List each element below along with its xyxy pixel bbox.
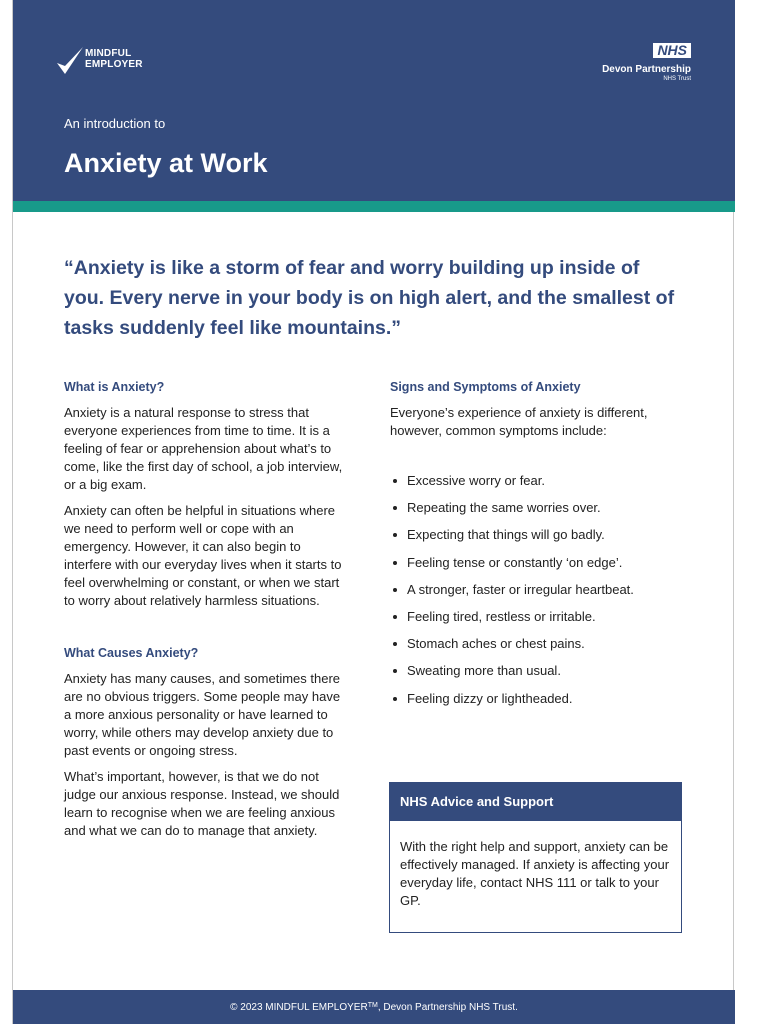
checkmark-icon bbox=[55, 44, 85, 78]
nhs-trust-label: NHS Trust bbox=[663, 76, 691, 82]
footer-copyright: © 2023 MINDFUL EMPLOYER bbox=[230, 1002, 368, 1013]
footer-org: , Devon Partnership NHS Trust. bbox=[377, 1002, 518, 1013]
nhs-trust-logo bbox=[602, 42, 691, 83]
symptom-item: Repeating the same worries over. bbox=[390, 499, 680, 526]
symptom-item: A stronger, faster or irregular heartbeat. bbox=[390, 581, 680, 608]
symptoms-list bbox=[390, 472, 680, 717]
nhs-advice-box bbox=[389, 782, 682, 933]
left-column bbox=[64, 378, 349, 840]
nhs-org-name: Devon Partnership bbox=[602, 64, 691, 75]
intro-text: An introduction to bbox=[64, 116, 166, 131]
footer-trademark: TM bbox=[367, 1002, 378, 1009]
symptom-item: Feeling tired, restless or irritable. bbox=[390, 608, 680, 635]
header-banner bbox=[13, 0, 735, 212]
what-is-para-2: Anxiety can often be helpful in situations where we need to perform well or cope with an emergency. However, it can also begin to interfere with our everyday lives when it starts to feel overwhelming or constant, or when we start to worry about relatively harmless situations. bbox=[64, 503, 342, 608]
footer-bar bbox=[13, 990, 735, 1024]
nhs-advice-body: With the right help and support, anxiety can be effectively managed. If anxiety is affecting your everyday life, contact NHS 111 or talk to your GP. bbox=[400, 839, 670, 908]
signs-heading: Signs and Symptoms of Anxiety bbox=[390, 380, 581, 394]
logo-left-line2: EMPLOYER bbox=[85, 59, 143, 70]
symptom-item: Feeling tense or constantly ‘on edge’. bbox=[390, 554, 680, 581]
what-is-para-1: Anxiety is a natural response to stress that everyone experiences from time to time. It is a feeling of fear or apprehension about what’s to come, like the first day of school, a job interview, or a big exam. bbox=[64, 405, 343, 492]
causes-para-1: Anxiety has many causes, and sometimes there are no obvious triggers. Some people may have a more anxious personality or have learned to worry, while others may develop anxiety due to past events or ongoing stress. bbox=[64, 671, 341, 758]
right-column bbox=[390, 378, 680, 717]
symptom-item: Expecting that things will go badly. bbox=[390, 526, 680, 553]
what-is-heading: What is Anxiety? bbox=[64, 380, 165, 394]
document-page bbox=[12, 0, 734, 1024]
nhs-advice-heading: NHS Advice and Support bbox=[390, 783, 681, 821]
page-title: Anxiety at Work bbox=[64, 148, 268, 178]
logo-left-line1: MINDFUL bbox=[85, 48, 132, 59]
signs-intro: Everyone’s experience of anxiety is different, however, common symptoms include: bbox=[390, 405, 648, 438]
symptom-item: Sweating more than usual. bbox=[390, 662, 680, 689]
causes-heading: What Causes Anxiety? bbox=[64, 646, 199, 660]
symptom-item: Feeling dizzy or lightheaded. bbox=[390, 690, 680, 717]
nhs-badge: NHS bbox=[653, 43, 691, 58]
symptom-item: Excessive worry or fear. bbox=[390, 472, 680, 499]
symptom-item: Stomach aches or chest pains. bbox=[390, 635, 680, 662]
mindful-employer-logo bbox=[55, 44, 165, 80]
pull-quote: “Anxiety is like a storm of fear and worry building up inside of you. Every nerve in your body is on high alert, and the smallest of tasks suddenly feel like mountains.” bbox=[64, 257, 675, 339]
causes-para-2: What’s important, however, is that we do not judge our anxious response. Instead, we should learn to recognise when we are feeling anxious and what we can do to manage that anxiety. bbox=[64, 769, 340, 838]
